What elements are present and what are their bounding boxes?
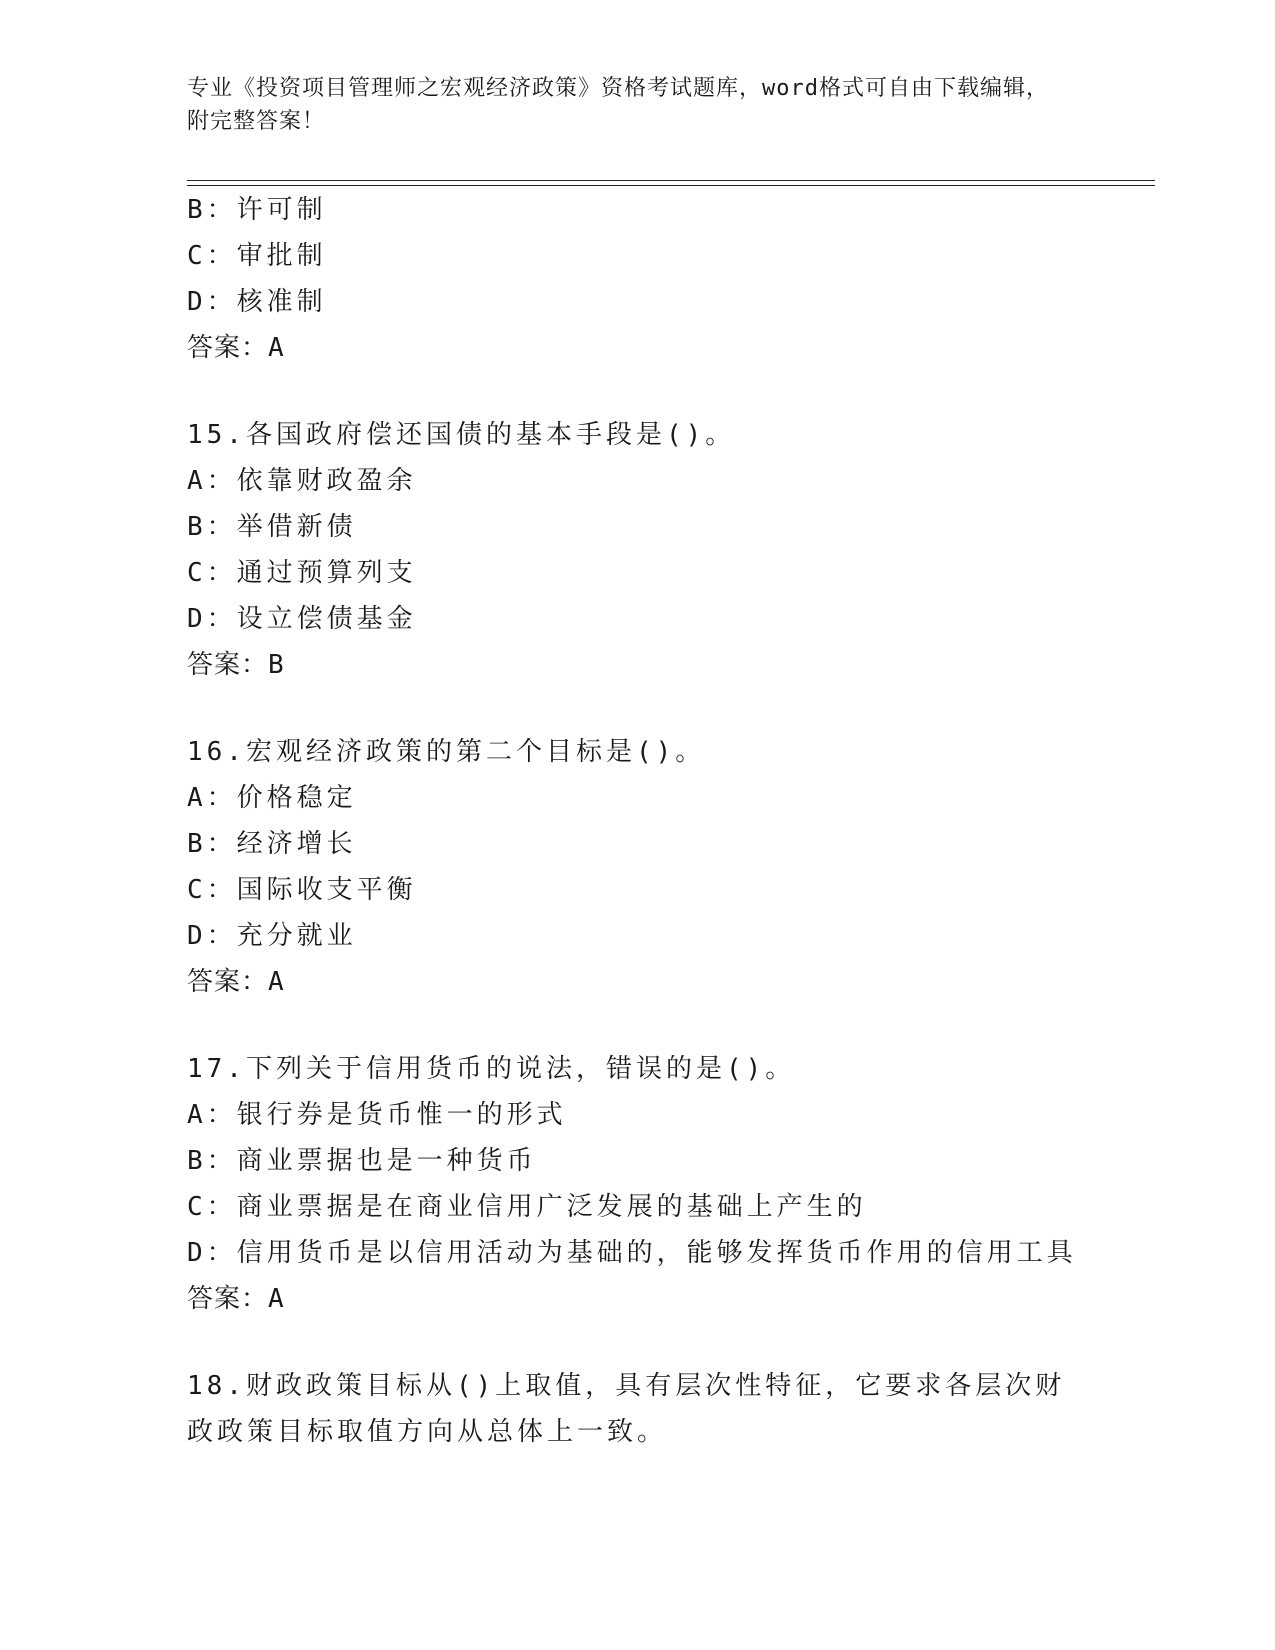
question-text: 16.宏观经济政策的第二个目标是()。 xyxy=(187,737,706,767)
prev-question-block xyxy=(187,187,1127,371)
option-d: D：充分就业 xyxy=(187,921,357,951)
answer: 答案：A xyxy=(187,1284,285,1314)
question-text: 15.各国政府偿还国债的基本手段是()。 xyxy=(187,420,736,450)
question-18 xyxy=(187,1363,1127,1455)
option-c: C：通过预算列支 xyxy=(187,558,417,588)
question-text: 18.财政政策目标从()上取值，具有层次性特征，它要求各层次财政政策目标取值方向从总体上一致。 xyxy=(187,1371,1066,1447)
header-divider-top xyxy=(187,180,1155,181)
option-b: B：许可制 xyxy=(187,195,327,225)
question-text: 17.下列关于信用货币的说法，错误的是()。 xyxy=(187,1054,796,1084)
answer: 答案：A xyxy=(187,967,285,997)
option-b: B：经济增长 xyxy=(187,829,357,859)
header-divider-bottom xyxy=(187,185,1155,186)
question-list xyxy=(187,187,1127,1455)
answer: 答案：B xyxy=(187,650,285,680)
option-d: D：核准制 xyxy=(187,287,327,317)
question-16 xyxy=(187,729,1127,1005)
option-c: C：商业票据是在商业信用广泛发展的基础上产生的 xyxy=(187,1192,867,1222)
option-a: A：银行券是货币惟一的形式 xyxy=(187,1100,567,1130)
option-b: B：商业票据也是一种货币 xyxy=(187,1146,537,1176)
option-a: A：价格稳定 xyxy=(187,783,357,813)
document-header: 专业《投资项目管理师之宏观经济政策》资格考试题库，word格式可自由下载编辑，附完整答案！ xyxy=(187,76,1049,134)
option-b: B：举借新债 xyxy=(187,512,357,542)
question-17 xyxy=(187,1046,1127,1322)
answer: 答案：A xyxy=(187,333,285,363)
question-15 xyxy=(187,412,1127,688)
option-c: C：国际收支平衡 xyxy=(187,875,417,905)
option-d: D：信用货币是以信用活动为基础的，能够发挥货币作用的信用工具 xyxy=(187,1238,1077,1268)
option-d: D：设立偿债基金 xyxy=(187,604,417,634)
option-c: C：审批制 xyxy=(187,241,327,271)
option-a: A：依靠财政盈余 xyxy=(187,466,417,496)
